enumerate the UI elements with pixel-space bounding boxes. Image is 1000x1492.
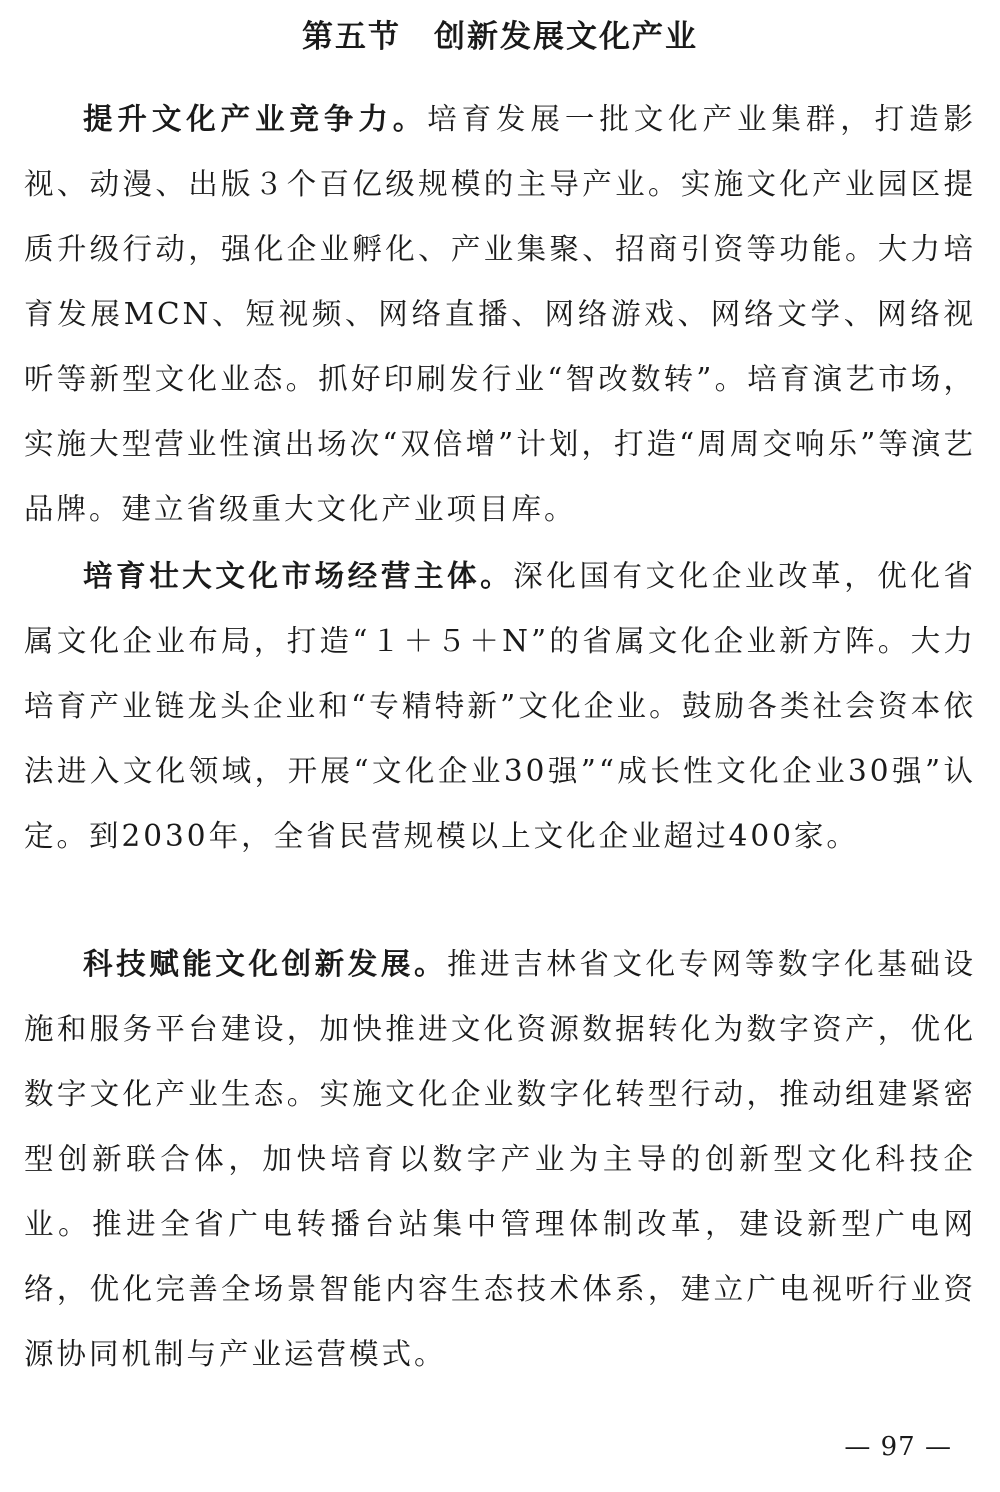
paragraph-body: 推进吉林省文化专网等数字化基础设施和服务平台建设，加快推进文化资源数据转化为数字资产，优化数字文化产业生态。实施文化企业数字化转型行动，推动组建紧密型创新联合体，加快培育以数字产业为主导的创新型文化科技企业。推进全省广电转播台站集中管理体制改革，建设新型广电网络，优化完善全场景智能内容生态技术体系，建立广电视听行业资源协同机制与产业运营模式。 — [24, 947, 976, 1371]
paragraph-lead: 科技赋能文化创新发展。 — [83, 946, 448, 981]
paragraph-body: 培育发展一批文化产业集群，打造影视、动漫、出版３个百亿级规模的主导产业。实施文化产业园区提质升级行动，强化企业孵化、产业集聚、招商引资等功能。大力培育发展MCN、短视频、网络直播、网络游戏、网络文学、网络视听等新型文化业态。抓好印刷发行业“智改数转”。培育演艺市场，实施大型营业性演出场次“双倍增”计划，打造“周周交响乐”等演艺品牌。建立省级重大文化产业项目库。 — [24, 102, 976, 526]
paragraph-body: 深化国有文化企业改革，优化省属文化企业布局，打造“１＋５＋N”的省属文化企业新方阵。大力培育产业链龙头企业和“专精特新”文化企业。鼓励各类社会资本依法进入文化领域，开展“文化企业30强”“成长性文化企业30强”认定。到2030年，全省民营规模以上文化企业超过400家。 — [24, 559, 976, 853]
paragraph-lead: 培育壮大文化市场经营主体。 — [83, 558, 514, 593]
page-number: — 97 — — [844, 1432, 952, 1462]
paragraph-culture-industry-competitiveness — [24, 86, 976, 542]
section-title: 第五节 创新发展文化产业 — [302, 19, 698, 55]
paragraph-tech-empowerment — [24, 931, 976, 1387]
paragraph-lead: 提升文化产业竞争力。 — [83, 101, 428, 136]
paragraph-market-entities — [24, 543, 976, 869]
